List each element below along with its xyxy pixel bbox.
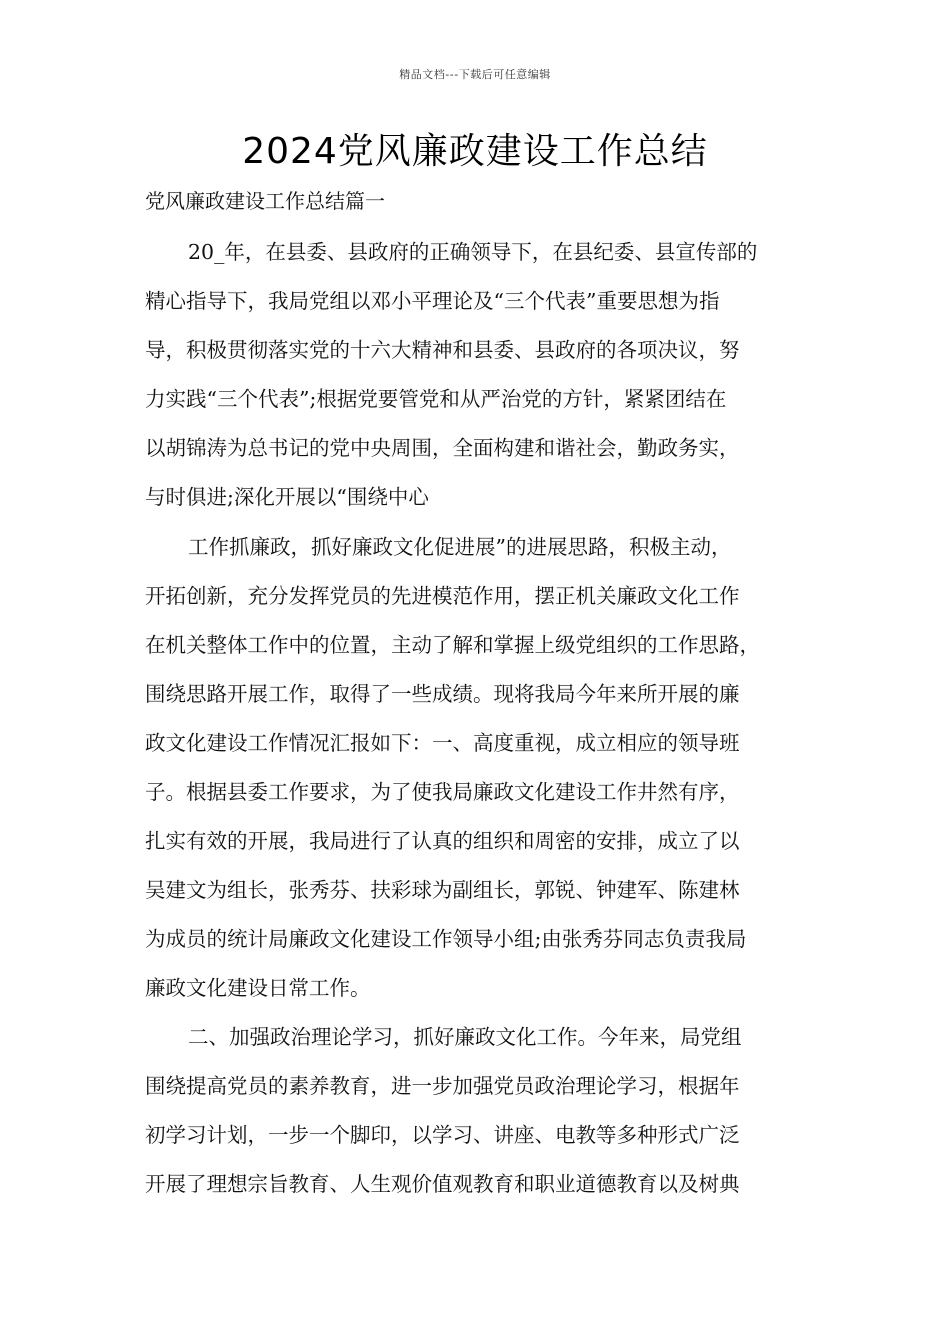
paragraph-line: 开展了理想宗旨教育、人生观价值观教育和职业道德教育以及树典: [145, 1172, 740, 1196]
section-heading: 党风廉政建设工作总结篇一: [145, 189, 385, 213]
paragraph-3: [145, 1013, 825, 1209]
paragraph-line: 精心指导下，我局党组以邓小平理论及“三个代表”重要思想为指: [145, 289, 720, 313]
paragraph-line: 子。根据县委工作要求，为了使我局廉政文化建设工作井然有序，: [145, 780, 740, 804]
paragraph-line: 工作抓廉政，抓好廉政文化促进展”的进展思路，积极主动，: [188, 535, 732, 559]
paragraph-line: 20_年，在县委、县政府的正确领导下，在县纪委、县宣传部的: [188, 240, 758, 264]
paragraph-1: [145, 228, 825, 522]
paragraph-line: 扎实有效的开展，我局进行了认真的组织和周密的安排，成立了以: [145, 829, 740, 853]
header-note: 精品文档---下载后可任意编辑: [399, 68, 551, 81]
paragraph-line: 初学习计划，一步一个脚印，以学习、讲座、电教等多种形式广泛: [145, 1123, 740, 1147]
paragraph-line: 与时俱进;深化开展以“围绕中心: [145, 485, 429, 509]
paragraph-line: 力实践“三个代表”;根据党要管党和从严治党的方针，紧紧团结在: [145, 387, 727, 411]
paragraph-line: 为成员的统计局廉政文化建设工作领导小组;由张秀芬同志负责我局: [145, 927, 747, 951]
paragraph-line: 二、加强政治理论学习，抓好廉政文化工作。今年来，局党组: [188, 1025, 742, 1049]
paragraph-line: 政文化建设工作情况汇报如下：一、高度重视，成立相应的领导班: [145, 731, 740, 755]
paragraph-line: 导，积极贯彻落实党的十六大精神和县委、县政府的各项决议，努: [145, 338, 740, 362]
paragraph-line: 以胡锦涛为总书记的党中央周围，全面构建和谐社会，勤政务实，: [145, 436, 740, 460]
paragraph-line: 吴建文为组长，张秀芬、扶彩球为副组长，郭锐、钟建军、陈建林: [145, 878, 740, 902]
paragraph-2: [145, 523, 825, 1013]
document-title: 2024党风廉政建设工作总结: [242, 131, 708, 172]
paragraph-line: 在机关整体工作中的位置，主动了解和掌握上级党组织的工作思路，: [145, 633, 760, 657]
paragraph-line: 开拓创新，充分发挥党员的先进模范作用，摆正机关廉政文化工作: [145, 584, 740, 608]
paragraph-line: 围绕思路开展工作，取得了一些成绩。现将我局今年来所开展的廉: [145, 682, 740, 706]
paragraph-line: 围绕提高党员的素养教育，进一步加强党员政治理论学习，根据年: [145, 1074, 740, 1098]
paragraph-line: 廉政文化建设日常工作。: [145, 976, 371, 1000]
